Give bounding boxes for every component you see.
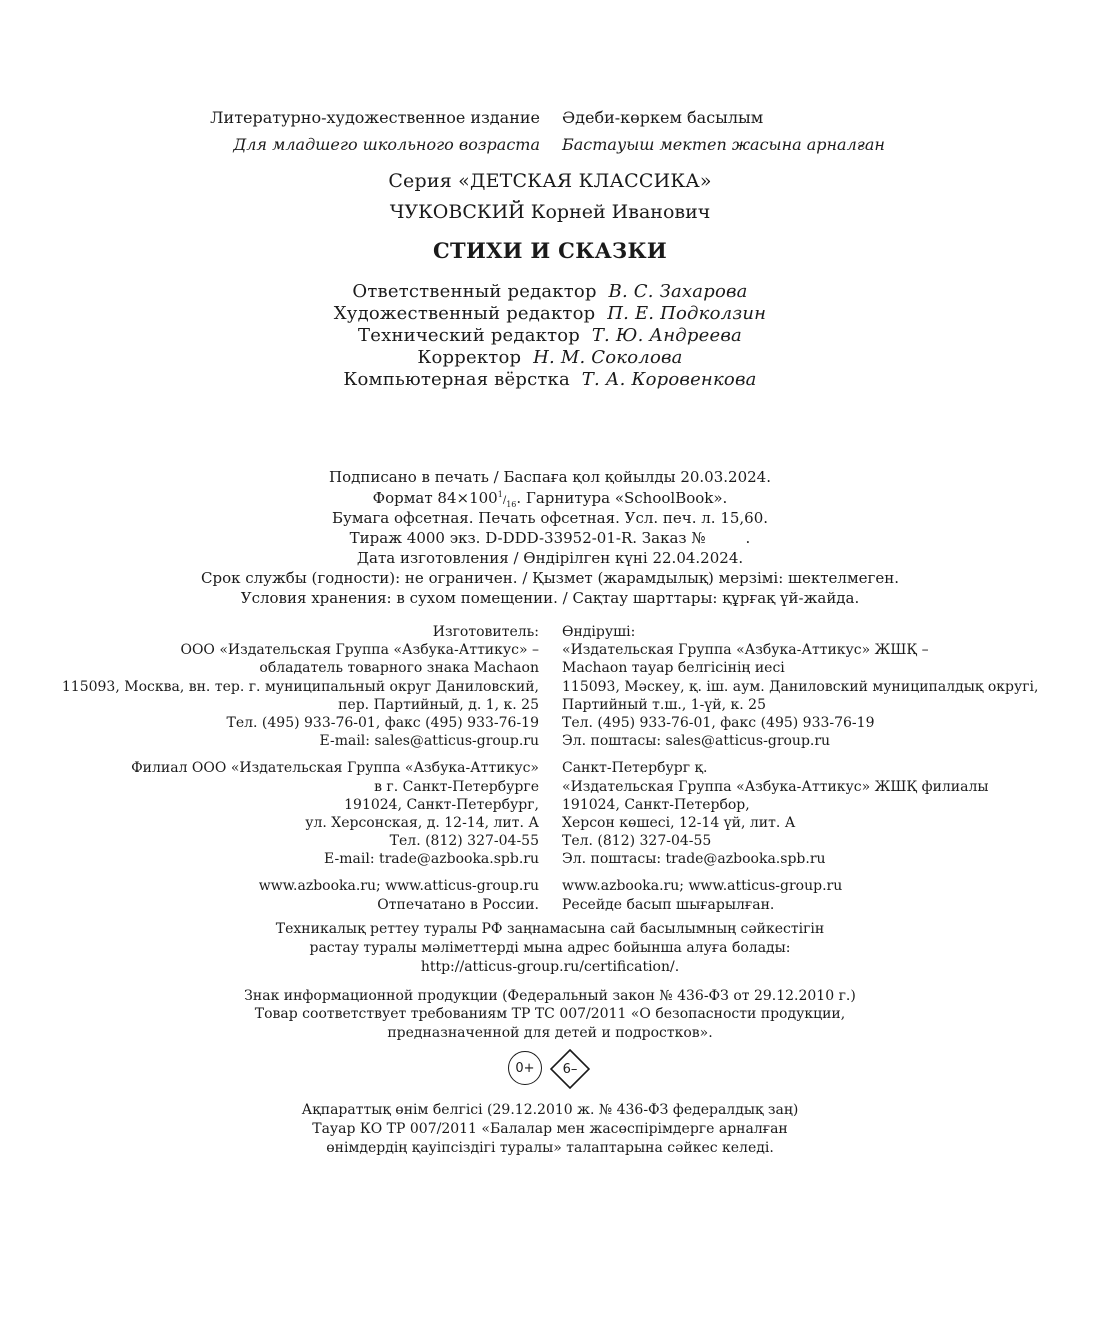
staff-row: [0, 325, 1100, 346]
header-kz-age: Бастауыш мектеп жасына арналған: [562, 135, 885, 154]
run-text: Тираж 4000 экз. D-DDD-33952-01-R. Заказ №: [349, 529, 706, 547]
kz-email: Эл. поштасы: trade@azbooka.spb.ru: [562, 851, 826, 868]
staff-row: [0, 281, 1100, 302]
kz-text-line: 191024, Санкт-Петербор,: [562, 796, 750, 813]
info-sign-ru-line: предназначенной для детей и подростков».: [387, 1025, 713, 1041]
ru-text-line: обладатель товарного знака Machaon: [259, 660, 539, 677]
ru-text-line: Тел. (495) 933-76-01, факс (495) 933-76-19: [226, 714, 539, 731]
format-line: Формат $84\times 100^1/_{16}$. Гарнитура «SchoolBook».: [372, 489, 728, 509]
staff-name: Т. Ю. Андреева: [591, 325, 742, 346]
age-0-plus-badge: 0+: [508, 1051, 542, 1085]
kz-text-line: Санкт-Петербург қ.: [562, 760, 708, 777]
run-line: [0, 529, 1100, 547]
signed-line: Подписано в печать / Баспаға қол қойылды 20.03.2024.: [329, 468, 771, 486]
staff-role: Технический редактор: [358, 325, 580, 346]
kz-text-line: Тел. (495) 933-76-01, факс (495) 933-76-19: [562, 714, 875, 731]
staff-row: [0, 347, 1100, 368]
staff-role: Ответственный редактор: [352, 281, 597, 302]
kz-websites: www.azbooka.ru; www.atticus-group.ru: [562, 878, 843, 895]
certification-line: растау туралы мәліметтерді мына адрес бойынша алуға болады:: [309, 940, 791, 956]
kz-text-line: Өндіруші:: [562, 624, 636, 640]
author-line: ЧУКОВСКИЙ Корней Иванович: [389, 201, 711, 223]
made-date-line: Дата изготовления / Өндірілген күні 22.04.2024.: [356, 549, 744, 567]
kz-text-line: Херсон көшесі, 12-14 үй, лит. А: [562, 814, 796, 831]
series-line: Серия «ДЕТСКАЯ КЛАССИКА»: [388, 170, 712, 192]
ru-text-line: 115093, Москва, вн. тер. г. муниципальный округ Даниловский,: [61, 678, 539, 695]
ru-text-line: ООО «Издательская Группа «Азбука-Аттикус» –: [180, 642, 539, 659]
manufacturer-kz: [562, 623, 1038, 914]
service-life-line: Срок службы (годности): не ограничен. / Қызмет (жарамдылық) мерзімі: шектелмеген.: [201, 569, 899, 587]
staff-row: [0, 369, 1100, 390]
staff-name: В. С. Захарова: [608, 281, 748, 302]
age-6-badge: [550, 1049, 590, 1089]
header-kz-genre: Әдеби-көркем басылым: [562, 108, 764, 127]
format-fraction-den: 16: [506, 500, 517, 509]
certification-line: Техникалық реттеу туралы РФ заңнамасына сай басылымның сәйкестігін: [275, 921, 825, 937]
info-sign-kz-line: Ақпараттық өнім белгісі (29.12.2010 ж. № 436-ФЗ федералдық заң): [301, 1102, 799, 1118]
info-sign-kz-line: өнімдердің қауіпсіздігі туралы» талаптарына сәйкес келеді.: [326, 1140, 774, 1156]
ru-email: E-mail: sales@atticus-group.ru: [319, 733, 539, 750]
format-suffix: . Гарнитура «SchoolBook».: [516, 489, 728, 507]
ru-text-line: Тел. (812) 327-04-55: [389, 833, 539, 850]
staff-role: Корректор: [417, 347, 522, 368]
kz-text-line: Тел. (812) 327-04-55: [562, 833, 712, 850]
staff-name: Н. М. Соколова: [533, 347, 683, 368]
ru-text-line: в г. Санкт-Петербурге: [374, 778, 539, 795]
staff-role: Компьютерная вёрстка: [343, 369, 570, 390]
info-sign-ru-line: Знак информационной продукции (Федеральный закон № 436-ФЗ от 29.12.2010 г.): [244, 988, 856, 1004]
storage-line: Условия хранения: в сухом помещении. / Сақтау шарттары: құрғақ үй-жайда.: [240, 589, 860, 607]
kz-text-line: Партийный т.ш., 1-үй, к. 25: [562, 696, 766, 713]
kz-printed-in: Ресейде басып шығарылған.: [562, 896, 775, 913]
ru-text-line: 191024, Санкт-Петербург,: [344, 796, 539, 813]
header-ru-age: Для младшего школьного возраста: [233, 135, 540, 154]
ru-text-line: Филиал ООО «Издательская Группа «Азбука-Аттикус»: [131, 760, 539, 777]
certification-url: http://atticus-group.ru/certification/.: [420, 959, 680, 975]
book-title: СТИХИ И СКАЗКИ: [433, 238, 667, 263]
paper-line: Бумага офсетная. Печать офсетная. Усл. печ. л. 15,60.: [331, 509, 769, 527]
staff-role: Художественный редактор: [333, 303, 596, 324]
kz-text-line: «Издательская Группа «Азбука-Аттикус» ЖШҚ –: [562, 642, 929, 659]
staff-row: [0, 303, 1100, 324]
kz-text-line: Machaon тауар белгісінің иесі: [562, 660, 785, 677]
ru-email: E-mail: trade@azbooka.spb.ru: [324, 851, 539, 868]
format-prefix: Формат 84×100: [372, 489, 498, 507]
ru-websites: www.azbooka.ru; www.atticus-group.ru: [258, 878, 539, 895]
run-end: .: [745, 529, 751, 547]
info-sign-ru-line: Товар соответствует требованиям ТР ТС 007/2011 «О безопасности продукции,: [254, 1006, 846, 1022]
kz-text-line: «Издательская Группа «Азбука-Аттикус» ЖШҚ филиалы: [562, 778, 989, 795]
kz-text-line: 115093, Мәскеу, қ. іш. аум. Даниловский муниципалдық округі,: [562, 678, 1039, 695]
age-6-label: 6–: [562, 1061, 578, 1077]
ru-text-line: ул. Херсонская, д. 12-14, лит. А: [305, 814, 539, 831]
manufacturer-ru: [62, 623, 539, 914]
staff-name: Т. А. Коровенкова: [581, 369, 757, 390]
header-ru-genre: Литературно-художественное издание: [210, 108, 540, 127]
info-sign-kz-line: Тауар КО ТР 007/2011 «Балалар мен жасөспірімдерге арналған: [312, 1121, 788, 1137]
ru-text-line: Изготовитель:: [432, 624, 539, 640]
format-fraction-num: 1: [497, 490, 503, 499]
ru-printed-in: Отпечатано в России.: [377, 896, 539, 913]
ru-text-line: пер. Партийный, д. 1, к. 25: [338, 696, 539, 713]
age-rating-badges: [508, 1051, 598, 1091]
staff-name: П. Е. Подколзин: [607, 303, 767, 324]
kz-email: Эл. поштасы: sales@atticus-group.ru: [562, 733, 831, 750]
